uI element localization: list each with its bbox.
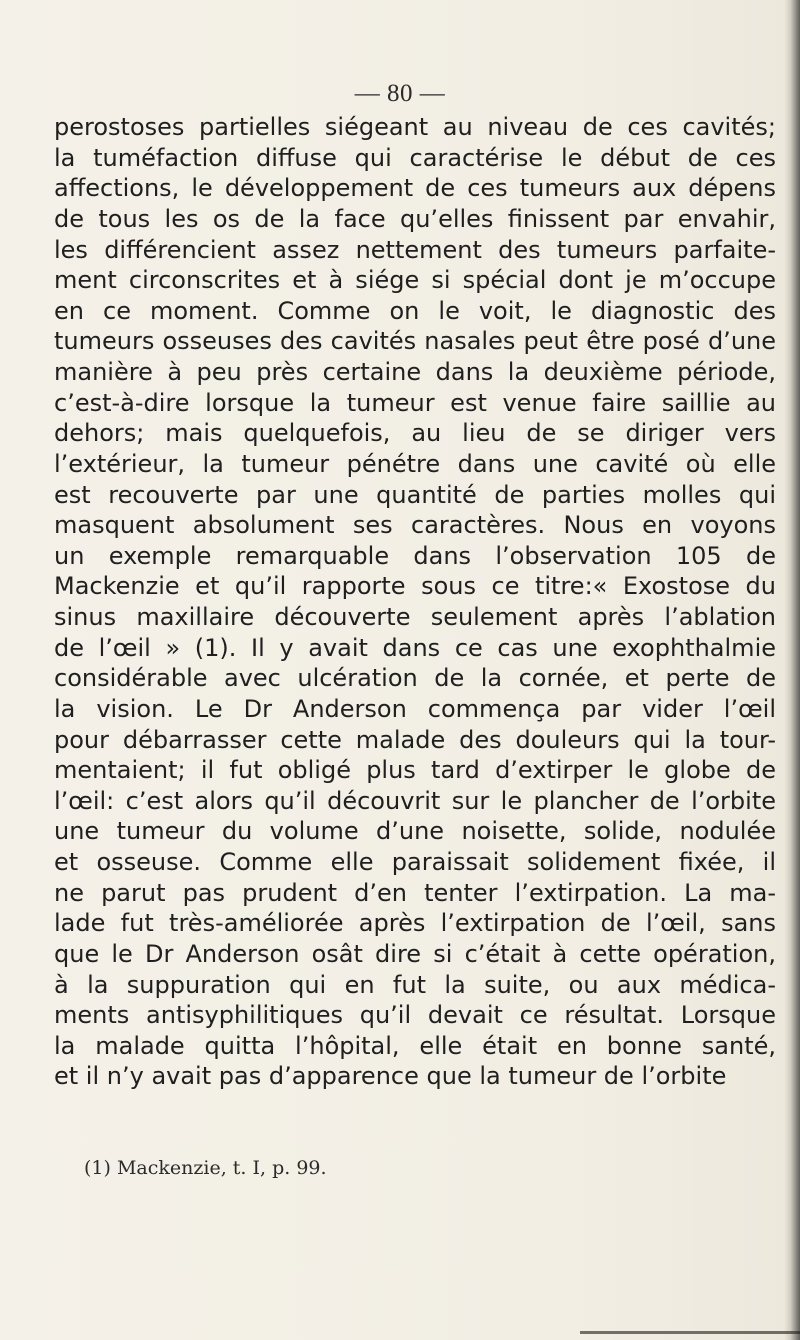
text-line: que le Dr Anderson osât dire si c’était à cette opération,	[54, 939, 776, 968]
text-line: de tous les os de la face qu’elles finissent par envahir,	[54, 204, 776, 233]
text-line: la tuméfaction diffuse qui caractérise le début de ces	[54, 143, 776, 172]
text-line: mentaient; il fut obligé plus tard d’extirper le globe de	[54, 756, 776, 785]
text-line: de l’œil » (1). Il y avait dans ce cas une exophthalmie	[54, 633, 776, 662]
text-line: ments antisyphilitiques qu’il devait ce résultat. Lorsque	[54, 1001, 776, 1030]
text-line: lade fut très-améliorée après l’extirpation de l’œil, sans	[54, 909, 776, 938]
text-line: la malade quitta l’hôpital, elle était en bonne santé,	[54, 1031, 776, 1060]
text-line: ne parut pas prudent d’en tenter l’extirpation. La ma-	[54, 878, 776, 907]
text-line: et il n’y avait pas d’apparence que la tumeur de l’orbite	[54, 1062, 727, 1091]
body-text	[54, 112, 776, 1092]
text-line: la vision. Le Dr Anderson commença par vider l’œil	[54, 694, 776, 723]
text-line: Mackenzie et qu’il rapporte sous ce titre:« Exostose du	[54, 572, 776, 601]
text-line: masquent absolument ses caractères. Nous en voyons	[54, 511, 776, 540]
text-line: en ce moment. Comme on le voit, le diagnostic des	[54, 296, 776, 325]
text-line: l’extérieur, la tumeur pénétre dans une cavité où elle	[54, 449, 776, 478]
page-edge-shadow	[784, 0, 800, 1340]
text-line: perostoses partielles siégeant au niveau de ces cavités;	[54, 113, 776, 141]
text-line: tumeurs osseuses des cavités nasales peut être posé d’une	[54, 327, 776, 356]
text-line: considérable avec ulcération de la cornée, et perte de	[54, 664, 776, 693]
page-edge-line	[580, 1331, 800, 1334]
text-line: à la suppuration qui en fut la suite, ou aux médica-	[54, 970, 776, 999]
text-line: un exemple remarquable dans l’observation 105 de	[54, 541, 776, 570]
text-line: ment circonscrites et à siége si spécial dont je m’occupe	[54, 266, 776, 295]
text-line: pour débarrasser cette malade des douleurs qui la tour-	[54, 725, 776, 754]
text-line: affections, le développement de ces tumeurs aux dépens	[54, 174, 776, 203]
text-line: les différencient assez nettement des tumeurs parfaite-	[54, 235, 776, 264]
text-line: dehors; mais quelquefois, au lieu de se diriger vers	[54, 419, 776, 448]
text-line: manière à peu près certaine dans la deuxième période,	[54, 358, 776, 386]
text-line: et osseuse. Comme elle paraissait solidement fixée, il	[54, 848, 776, 876]
text-line: c’est-à-dire lorsque la tumeur est venue faire saillie au	[54, 388, 776, 417]
text-line: l’œil: c’est alors qu’il découvrit sur le plancher de l’orbite	[54, 786, 776, 815]
text-line: est recouverte par une quantité de parties molles qui	[54, 480, 776, 509]
footnote: (1) Mackenzie, t. I, p. 99.	[84, 1157, 327, 1179]
text-line: sinus maxillaire découverte seulement après l’ablation	[54, 603, 776, 631]
text-line: une tumeur du volume d’une noisette, solide, nodulée	[54, 817, 776, 846]
page-number: — 80 —	[354, 80, 446, 107]
